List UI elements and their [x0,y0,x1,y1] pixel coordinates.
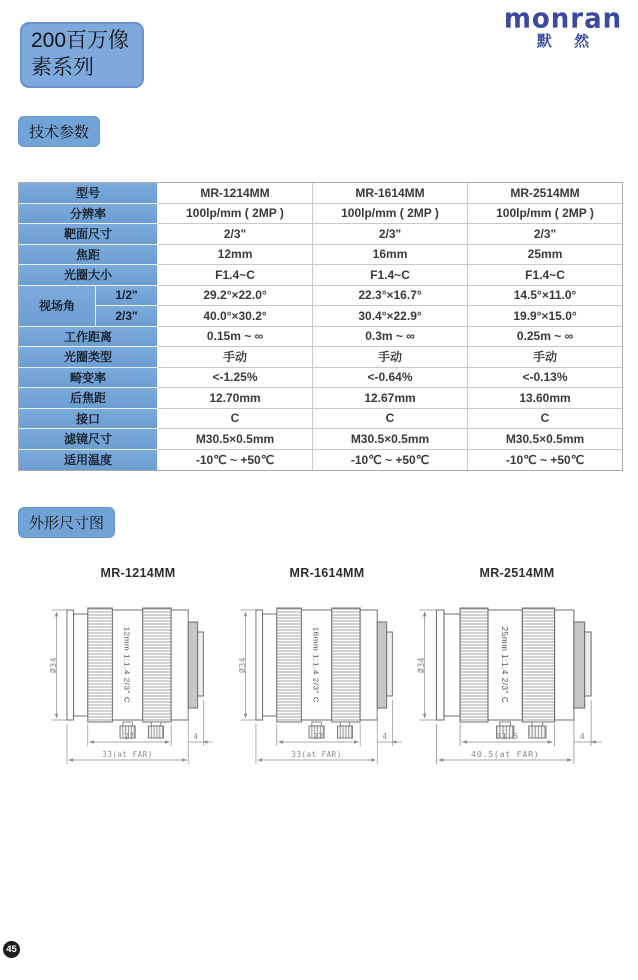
dim-total-length: 40.5(at FAR) [471,749,540,759]
cell-value: 22.3°×16.7° [313,286,468,307]
dim-knurl-span: 27 [124,731,135,742]
cell-value: 12.67mm [313,388,468,409]
cell-value: <-0.13% [468,368,622,389]
table-row [19,409,622,430]
cell-value: M30.5×0.5mm [158,429,313,450]
barrel-marking: 16mm 1:1.4 2/3" C [311,626,321,704]
table-row [19,306,622,327]
cell-value: 手动 [313,347,468,368]
cell-value: F1.4~C [468,265,622,286]
cell-value: C [468,409,622,430]
series-title-line1: 200百万像 [31,29,130,52]
table-row [19,327,622,348]
row-label: 后焦距 [19,388,158,409]
table-row [19,183,622,204]
focus-ring-knurl [277,608,302,722]
cell-model-2: MR-1614MM [313,183,468,204]
row-label: 畸变率 [19,368,158,389]
cell-value: 13.60mm [468,388,622,409]
cell-value: 16mm [313,245,468,266]
mount-flange [574,622,585,708]
row-label: 适用温度 [19,450,158,471]
page-number-badge: 45 [3,941,20,958]
cell-value: 30.4°×22.9° [313,306,468,327]
row-label-fov: 视场角 [19,286,96,327]
brand-logo [495,5,631,50]
table-row [19,347,622,368]
cell-value: 12.70mm [158,388,313,409]
row-label: 型号 [19,183,158,204]
cell-value: 0.3m ~ ∞ [313,327,468,348]
cell-value: 0.15m ~ ∞ [158,327,313,348]
drawing-title: MR-1214MM [100,566,176,580]
focus-ring-knurl [88,608,113,722]
row-label: 光圈类型 [19,347,158,368]
cell-value: 2/3" [313,224,468,245]
table-row [19,286,622,307]
cell-value: 100lp/mm ( 2MP ) [313,204,468,225]
thumbscrew [337,726,352,738]
table-row [19,245,622,266]
cell-value: 25mm [468,245,622,266]
dim-mount-depth: 4 [193,731,199,742]
thumbscrew [529,726,546,738]
mount-flange [377,622,386,708]
cell-value: 14.5°×11.0° [468,286,622,307]
table-row [19,265,622,286]
series-title-line2: 素系列 [31,56,94,79]
cell-value: -10℃ ~ +50℃ [468,450,622,471]
dim-diameter: Ø34 [238,657,247,673]
mount-flange [188,622,197,708]
cell-value: 手动 [158,347,313,368]
table-row [19,388,622,409]
lens-drawing-mr1214 [48,566,228,801]
table-row [19,429,622,450]
row-label: 分辨率 [19,204,158,225]
dim-knurl-span: 27 [313,731,324,742]
barrel-marking: 25mm 1:1.4 2/3" C [499,626,511,704]
dimensions-section-label: 外形尺寸图 [18,507,115,538]
cell-value: 29.2°×22.0° [158,286,313,307]
cell-value: -10℃ ~ +50℃ [158,450,313,471]
lens-drawing-mr2514 [415,566,619,801]
dim-total-length: 33(at FAR) [102,749,153,760]
iris-ring-knurl [522,608,554,722]
drawing-title: MR-2514MM [479,566,555,580]
cell-value: C [313,409,468,430]
row-label: 滤镜尺寸 [19,429,158,450]
cell-value: F1.4~C [158,265,313,286]
table-row [19,450,622,471]
row-label: 靶面尺寸 [19,224,158,245]
row-label: 光圈大小 [19,265,158,286]
brand-logo-wordmark: monran [503,3,623,35]
iris-ring-knurl [143,608,171,722]
row-label: 焦距 [19,245,158,266]
lens-dimension-diagram [48,596,228,796]
cell-value: <-0.64% [313,368,468,389]
dim-knurl-span: 31.5 [495,731,519,741]
table-row [19,368,622,389]
row-label: 工作距离 [19,327,158,348]
cell-model-1: MR-1214MM [158,183,313,204]
lens-drawing-mr1614 [237,566,417,801]
dim-diameter: Ø34 [49,657,58,673]
cell-value: 40.0°×30.2° [158,306,313,327]
barrel-marking: 12mm 1:1.4 2/3" C [122,626,132,704]
cell-value: <-1.25% [158,368,313,389]
dim-mount-depth: 4 [382,731,388,742]
iris-ring-knurl [332,608,360,722]
thumbscrew [148,726,163,738]
cell-value: F1.4~C [313,265,468,286]
cell-value: 手动 [468,347,622,368]
cell-value: 100lp/mm ( 2MP ) [468,204,622,225]
dim-diameter: Ø34 [415,657,427,673]
lens-dimension-diagram [415,596,619,796]
cell-value: 0.25m ~ ∞ [468,327,622,348]
drawing-title: MR-1614MM [289,566,365,580]
cell-value: M30.5×0.5mm [468,429,622,450]
dim-mount-depth: 4 [579,731,586,741]
brand-logo-chinese: 默 然 [536,33,599,50]
cell-value: -10℃ ~ +50℃ [313,450,468,471]
cell-value: 12mm [158,245,313,266]
cell-value: 2/3" [158,224,313,245]
table-row [19,204,622,225]
specs-section-label: 技术参数 [18,116,100,147]
series-title-box [20,22,144,88]
cell-value: C [158,409,313,430]
cell-value: 100lp/mm ( 2MP ) [158,204,313,225]
table-row [19,224,622,245]
cell-value: M30.5×0.5mm [313,429,468,450]
focus-ring-knurl [460,608,488,722]
row-sublabel: 1/2" [96,286,158,307]
dim-total-length: 33(at FAR) [291,749,342,760]
cell-model-3: MR-2514MM [468,183,622,204]
row-sublabel: 2/3" [96,306,158,327]
cell-value: 19.9°×15.0° [468,306,622,327]
spec-table [18,182,623,471]
cell-value: 2/3" [468,224,622,245]
row-label: 接口 [19,409,158,430]
lens-dimension-diagram [237,596,417,796]
